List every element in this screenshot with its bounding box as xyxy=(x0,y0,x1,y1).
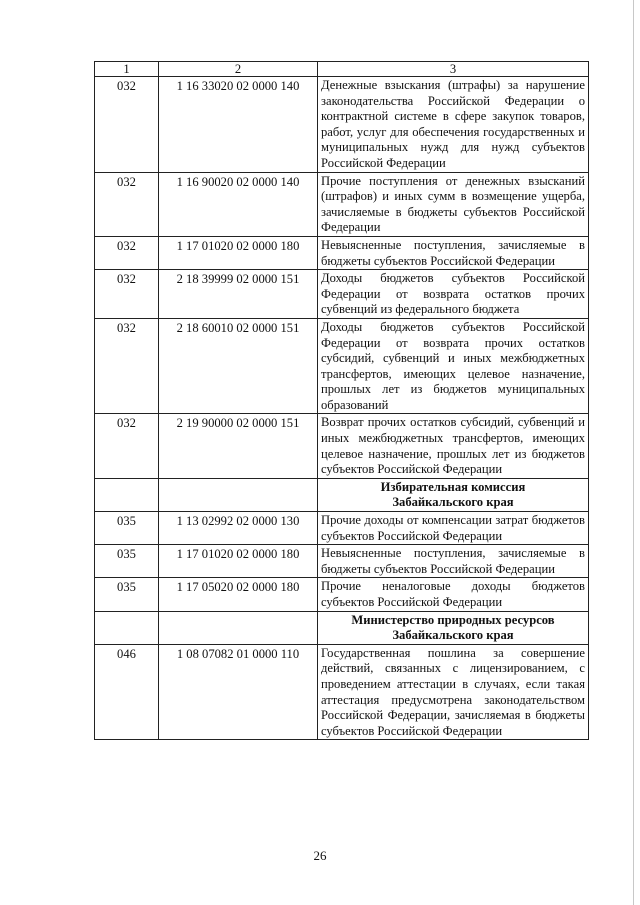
admin-code: 046 xyxy=(95,644,159,740)
table-row xyxy=(95,644,589,740)
section-heading-line-1: Министерство природных ресурсов xyxy=(351,612,555,627)
admin-code: 032 xyxy=(95,172,159,236)
budget-classification-code: 2 18 60010 02 0000 151 xyxy=(159,318,318,414)
empty-cell xyxy=(159,478,318,511)
section-heading-line-2: Забайкальского края xyxy=(392,495,514,510)
admin-code: 032 xyxy=(95,414,159,478)
section-heading-line-1: Избирательная комиссия xyxy=(380,479,526,494)
header-col-1: 1 xyxy=(95,62,159,77)
revenue-description: Невыясненные поступления, зачисляемые в бюджеты субъектов Российской Федерации xyxy=(318,236,589,269)
section-heading xyxy=(318,478,589,511)
budget-classification-code: 1 16 90020 02 0000 140 xyxy=(159,172,318,236)
table-row xyxy=(95,236,589,269)
admin-code: 035 xyxy=(95,512,159,545)
budget-classification-code: 2 18 39999 02 0000 151 xyxy=(159,270,318,319)
table-row xyxy=(95,318,589,414)
revenue-description: Прочие поступления от денежных взысканий (штрафов) и иных сумм в возмещение ущерба, зачисляемые в бюджеты субъектов Российской Федерации xyxy=(318,172,589,236)
section-row xyxy=(95,478,589,511)
admin-code: 032 xyxy=(95,270,159,319)
section-heading xyxy=(318,611,589,644)
table-row xyxy=(95,545,589,578)
empty-cell xyxy=(95,611,159,644)
empty-cell xyxy=(95,478,159,511)
table-row xyxy=(95,77,589,173)
revenue-description: Прочие доходы от компенсации затрат бюджетов субъектов Российской Федерации xyxy=(318,512,589,545)
table-row xyxy=(95,512,589,545)
budget-classification-code: 1 17 01020 02 0000 180 xyxy=(159,236,318,269)
admin-code: 032 xyxy=(95,318,159,414)
header-row xyxy=(95,62,589,77)
section-heading-line-2: Забайкальского края xyxy=(392,628,514,643)
table-row xyxy=(95,578,589,611)
budget-classification-code: 1 17 01020 02 0000 180 xyxy=(159,545,318,578)
revenue-description: Невыясненные поступления, зачисляемые в бюджеты субъектов Российской Федерации xyxy=(318,545,589,578)
revenue-description: Денежные взыскания (штрафы) за нарушение законодательства Российской Федерации о контрактной системе в сфере закупок товаров, работ, услуг для обеспечения государственных и муниципальных нужд для нужд субъектов Российской Федерации xyxy=(318,77,589,173)
revenue-description: Прочие неналоговые доходы бюджетов субъектов Российской Федерации xyxy=(318,578,589,611)
budget-classification-code: 1 13 02992 02 0000 130 xyxy=(159,512,318,545)
admin-code: 032 xyxy=(95,77,159,173)
table-row xyxy=(95,414,589,478)
budget-classification-code: 1 16 33020 02 0000 140 xyxy=(159,77,318,173)
table-row xyxy=(95,172,589,236)
scan-edge-line xyxy=(633,0,634,905)
revenue-description: Доходы бюджетов субъектов Российской Федерации от возврата остатков прочих субвенций из федерального бюджета xyxy=(318,270,589,319)
header-col-3: 3 xyxy=(318,62,589,77)
admin-code: 035 xyxy=(95,578,159,611)
budget-classification-code: 1 08 07082 01 0000 110 xyxy=(159,644,318,740)
revenue-description: Государственная пошлина за совершение действий, связанных с лицензированием, с проведением аттестации в случаях, если такая аттестация предусмотрена законодательством Российской Федерации, зачисляемая в бюджеты субъектов Российской Федерации xyxy=(318,644,589,740)
revenue-codes-table xyxy=(94,61,589,740)
admin-code: 035 xyxy=(95,545,159,578)
page-number: 26 xyxy=(313,848,327,863)
empty-cell xyxy=(159,611,318,644)
budget-classification-code: 1 17 05020 02 0000 180 xyxy=(159,578,318,611)
admin-code: 032 xyxy=(95,236,159,269)
revenue-description: Доходы бюджетов субъектов Российской Федерации от возврата прочих остатков субсидий, субвенций и иных межбюджетных трансфертов, имеющих целевое назначение, прошлых лет из бюджетов муниципальных образований xyxy=(318,318,589,414)
revenue-description: Возврат прочих остатков субсидий, субвенций и иных межбюджетных трансфертов, имеющих целевое назначение, прошлых лет из бюджетов субъектов Российской Федерации xyxy=(318,414,589,478)
budget-classification-code: 2 19 90000 02 0000 151 xyxy=(159,414,318,478)
header-col-2: 2 xyxy=(159,62,318,77)
table-row xyxy=(95,270,589,319)
section-row xyxy=(95,611,589,644)
